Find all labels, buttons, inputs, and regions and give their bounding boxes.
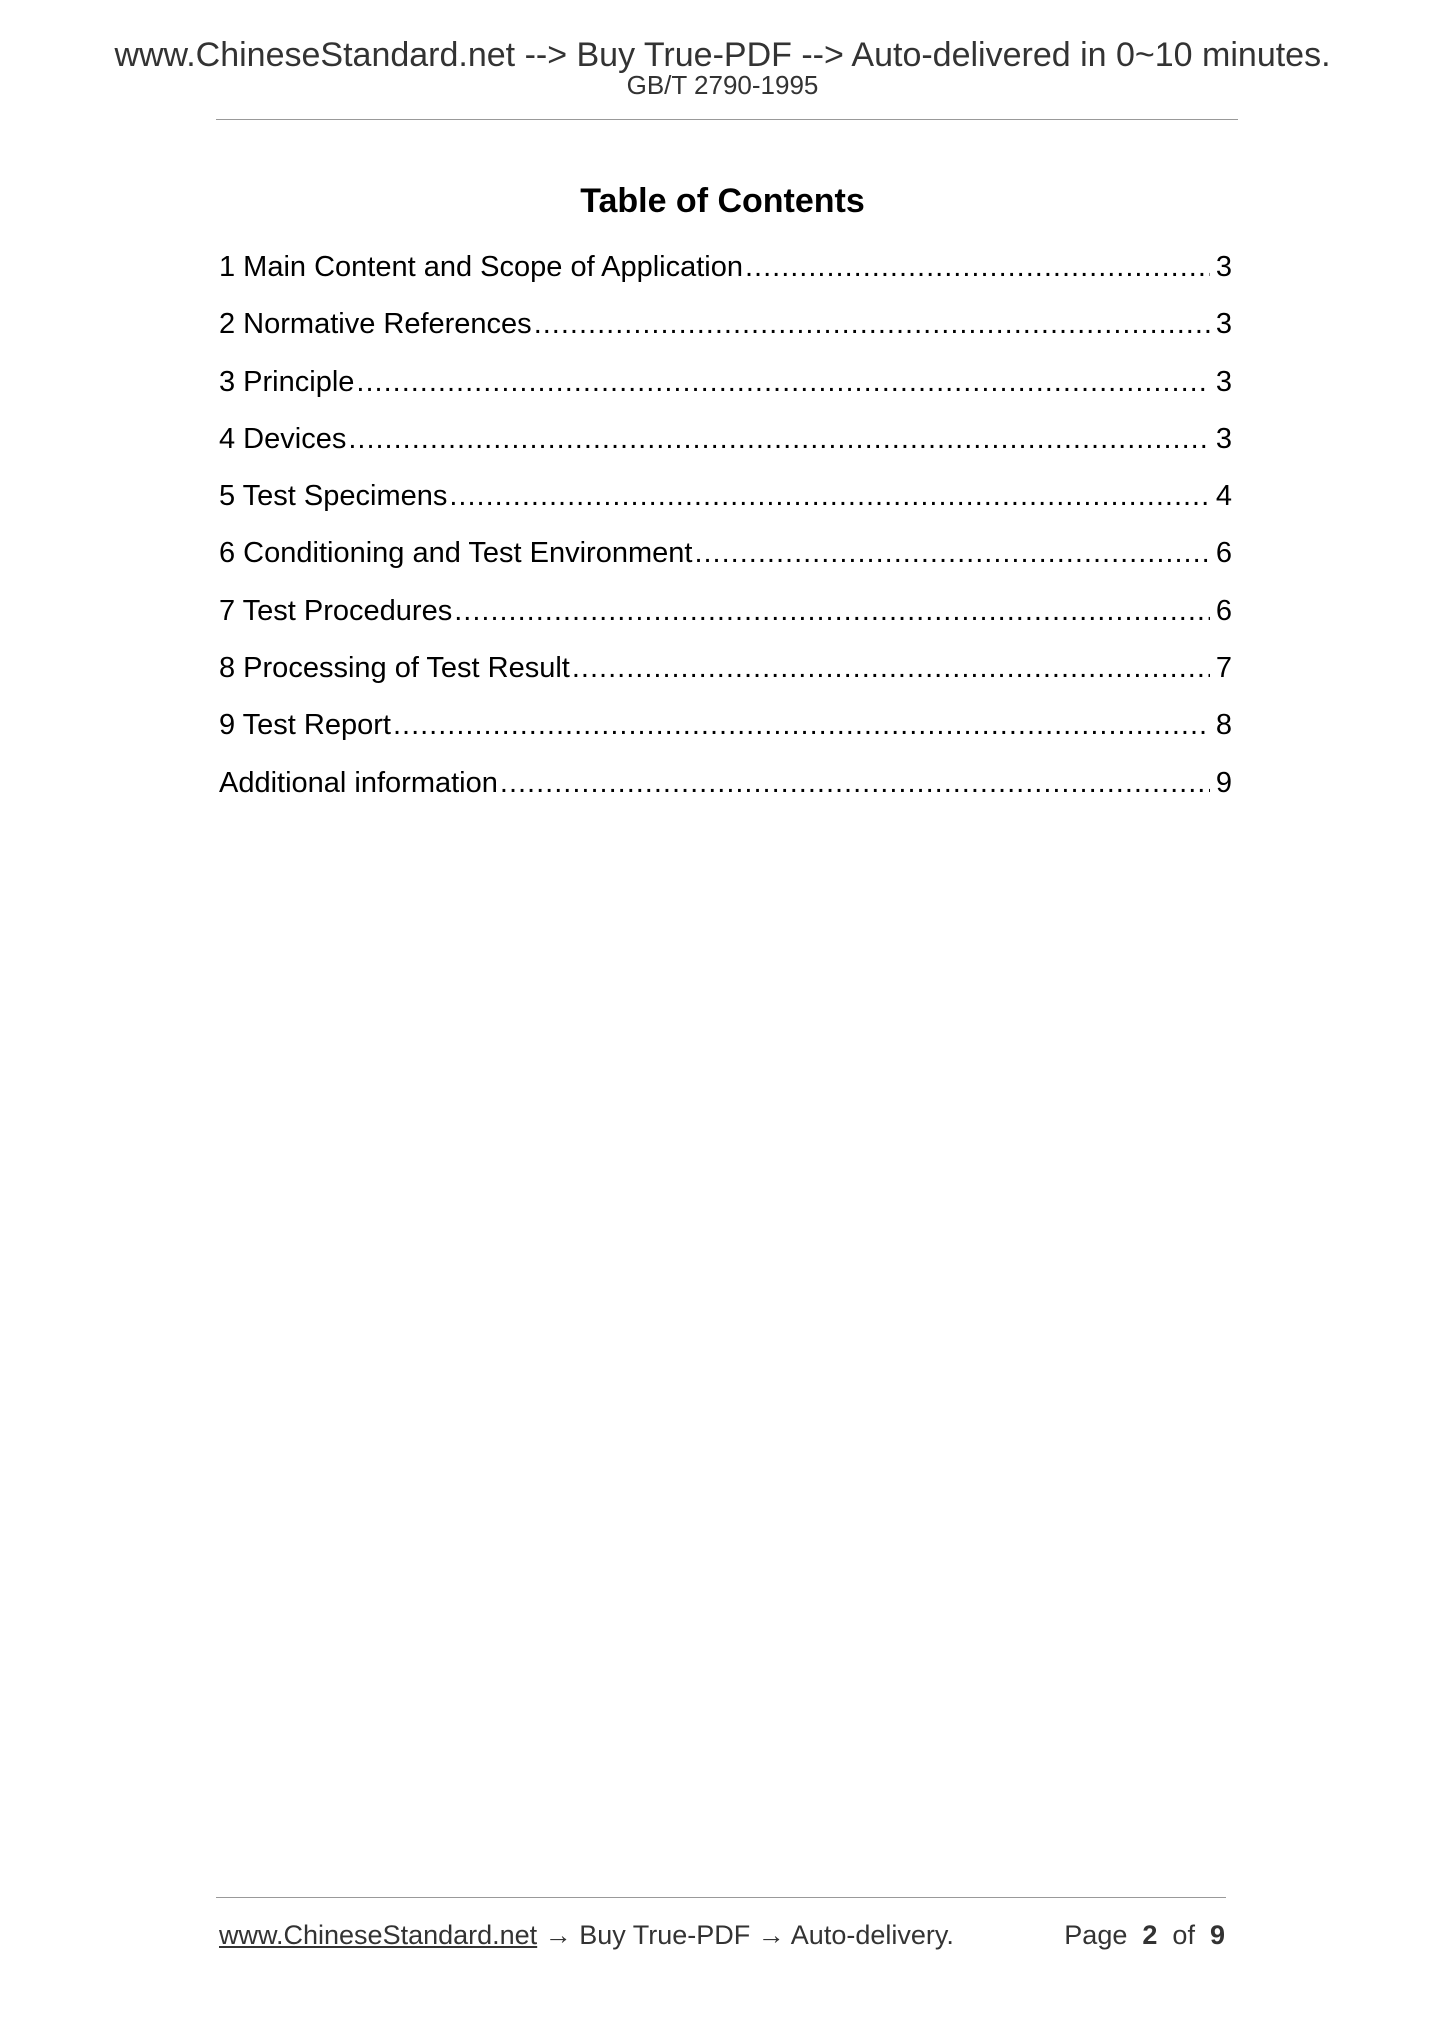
toc-entry[interactable] bbox=[219, 651, 1232, 708]
toc-leader-dots bbox=[356, 365, 1210, 400]
toc-entry-label: Additional information bbox=[219, 766, 498, 799]
toc-entry[interactable] bbox=[219, 536, 1232, 593]
toc-entry-label: 9 Test Report bbox=[219, 709, 391, 742]
toc-entry-label: 2 Normative References bbox=[219, 308, 532, 341]
page-current: 2 bbox=[1142, 1920, 1158, 1950]
toc-leader-dots bbox=[745, 250, 1210, 285]
document-code: GB/T 2790-1995 bbox=[626, 70, 819, 100]
toc-entry-label: 1 Main Content and Scope of Application bbox=[219, 251, 743, 283]
toc-entry[interactable] bbox=[219, 766, 1232, 823]
toc-leader-dots bbox=[500, 766, 1210, 801]
toc-leader-dots bbox=[454, 594, 1210, 629]
footer-delivery-text: Auto-delivery. bbox=[790, 1920, 954, 1950]
header-banner: www.ChineseStandard.net --> Buy True-PDF --> Auto-delivered in 0~10 minutes. bbox=[114, 36, 1331, 74]
toc-entry-label: 8 Processing of Test Result bbox=[219, 652, 570, 685]
page-footer bbox=[219, 1918, 1225, 1952]
toc-entry-page: 4 bbox=[1215, 480, 1232, 513]
toc-entry[interactable] bbox=[219, 250, 1232, 307]
toc-entry-page: 3 bbox=[1215, 422, 1232, 455]
toc-leader-dots bbox=[449, 479, 1210, 514]
toc-entry-label: 7 Test Procedures bbox=[219, 594, 453, 627]
footer-divider bbox=[216, 1897, 1226, 1898]
toc-entry[interactable] bbox=[219, 479, 1232, 536]
footer-left bbox=[219, 1918, 954, 1952]
toc-entry-label: 4 Devices bbox=[219, 422, 347, 455]
toc-entry-page: 7 bbox=[1215, 652, 1232, 685]
page-indicator bbox=[1064, 1918, 1225, 1952]
toc-entry-page: 3 bbox=[1215, 308, 1232, 341]
toc-entry-page: 8 bbox=[1215, 709, 1232, 742]
footer-buy-text: Buy True-PDF bbox=[579, 1920, 751, 1950]
toc-entry[interactable] bbox=[219, 594, 1232, 651]
toc-title: Table of Contents bbox=[580, 182, 865, 220]
toc-entry[interactable] bbox=[219, 422, 1232, 479]
page-of-label: of bbox=[1172, 1920, 1195, 1950]
arrow-right-icon: → bbox=[757, 1920, 785, 1950]
page-total: 9 bbox=[1209, 1920, 1225, 1950]
toc-entry[interactable] bbox=[219, 708, 1232, 765]
toc-entry-label: 6 Conditioning and Test Environment bbox=[219, 537, 693, 570]
toc-entry-page: 3 bbox=[1215, 251, 1232, 283]
footer-site-link[interactable]: www.ChineseStandard.net bbox=[219, 1920, 538, 1950]
toc-entry-page: 9 bbox=[1215, 766, 1232, 799]
page-label: Page bbox=[1064, 1920, 1128, 1950]
toc-leader-dots bbox=[348, 422, 1210, 457]
toc-entry[interactable] bbox=[219, 365, 1232, 422]
toc-entry-page: 3 bbox=[1215, 365, 1232, 398]
toc-entry-label: 5 Test Specimens bbox=[219, 480, 448, 513]
toc-leader-dots bbox=[393, 708, 1210, 743]
arrow-right-icon: → bbox=[544, 1920, 572, 1950]
toc-leader-dots bbox=[534, 307, 1210, 342]
toc-entry[interactable] bbox=[219, 307, 1232, 364]
toc-leader-dots bbox=[572, 651, 1210, 686]
toc-leader-dots bbox=[694, 536, 1210, 571]
toc-entry-page: 6 bbox=[1215, 594, 1232, 627]
toc-entry-page: 6 bbox=[1215, 537, 1232, 570]
toc-list bbox=[219, 250, 1232, 823]
toc-entry-label: 3 Principle bbox=[219, 365, 355, 398]
header-divider bbox=[216, 119, 1238, 120]
